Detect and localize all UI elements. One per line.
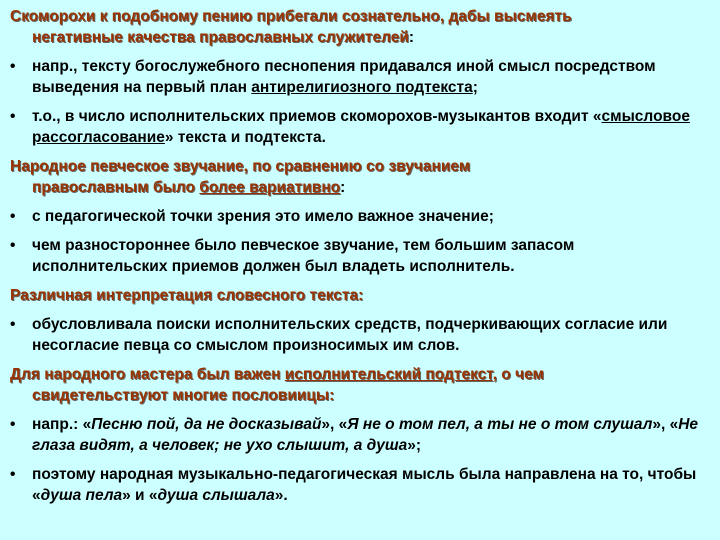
bullet-text-end: ». xyxy=(274,487,288,504)
heading-line1: Скоморохи к подобному пению прибегали сознательно, дабы высмеять xyxy=(10,8,572,25)
bullet-text: обусловливала поиски исполнительских средств, подчеркивающих согласие или несогласие певца со смыслом произносимых им слов. xyxy=(32,316,668,354)
heading-line2: свидетельствуют многие пословиицы: xyxy=(32,387,335,404)
bullet-icon: • xyxy=(10,416,16,433)
underlined-phrase: более вариативно xyxy=(199,179,341,196)
underlined-phrase: смысловое рассогласование xyxy=(32,108,690,146)
bullet-text-end: »; xyxy=(407,437,422,454)
bullet-icon: • xyxy=(10,208,16,225)
heading-line1: Различная интерпретация словесного текста: xyxy=(10,287,364,304)
quote-separator: », « xyxy=(321,416,348,433)
bullet-text: с педагогической точки зрения это имело важное значение; xyxy=(32,208,494,225)
bullet-icon: • xyxy=(10,58,16,75)
heading-line1: Народное певческое звучание, по сравнению со звучанием xyxy=(10,158,471,175)
underlined-phrase: антирелигиозного подтекста xyxy=(251,79,473,96)
bullet-text: поэтому народная музыкально-педагогическая мысль была направлена на то, чтобы « xyxy=(32,466,697,504)
bullet-text: напр., тексту богослужебного песнопения придавался иной смысл посредством выведения на первый план xyxy=(32,58,656,96)
bullet-item xyxy=(10,235,710,277)
bullet-item xyxy=(10,464,710,506)
quote-separator: » и « xyxy=(122,487,158,504)
bullet-text: напр.: « xyxy=(32,416,92,433)
bullet-text-end: ; xyxy=(472,79,478,96)
bullet-item xyxy=(10,56,710,98)
bullet-text: чем разностороннее было певческое звучание, тем большим запасом исполнительских приемов должен был владеть исполнитель. xyxy=(32,237,575,275)
heading-colon: : xyxy=(340,179,346,196)
quote-phrase: душа слышала xyxy=(157,487,275,504)
bullet-icon: • xyxy=(10,316,16,333)
heading-colon: : xyxy=(408,29,415,46)
heading-post: , о чем xyxy=(492,366,544,383)
quote-separator: », « xyxy=(652,416,679,433)
bullet-item xyxy=(10,414,710,456)
proverb-quote: Песню пой, да не досказывай xyxy=(91,416,322,433)
bullet-text: т.о., в число исполнительских приемов скоморохов-музыкантов входит « xyxy=(32,108,602,125)
bullet-icon: • xyxy=(10,108,16,125)
bullet-item xyxy=(10,106,710,148)
heading-line2: негативные качества православных служителей xyxy=(32,29,409,46)
bullet-icon: • xyxy=(10,466,16,483)
quote-phrase: душа пела xyxy=(40,487,123,504)
bullet-text-end: » текста и подтекста. xyxy=(164,129,326,146)
heading-line2: православным было xyxy=(32,179,195,196)
heading-narodnoe xyxy=(10,156,710,198)
bullet-item xyxy=(10,314,710,356)
underlined-phrase: исполнительский подтекст xyxy=(284,366,493,383)
bullet-icon: • xyxy=(10,237,16,254)
proverb-quote: Я не о том пел, а ты не о том слушал xyxy=(347,416,653,433)
proverb-quote: Не глаза видят, а человек; не ухо слышит, а душа xyxy=(32,416,699,454)
heading-master xyxy=(10,364,710,406)
heading-skomorokhi xyxy=(10,6,710,48)
heading-interpretatsiya xyxy=(10,285,710,306)
heading-pre: Для народного мастера был важен xyxy=(10,366,281,383)
bullet-item xyxy=(10,206,710,227)
